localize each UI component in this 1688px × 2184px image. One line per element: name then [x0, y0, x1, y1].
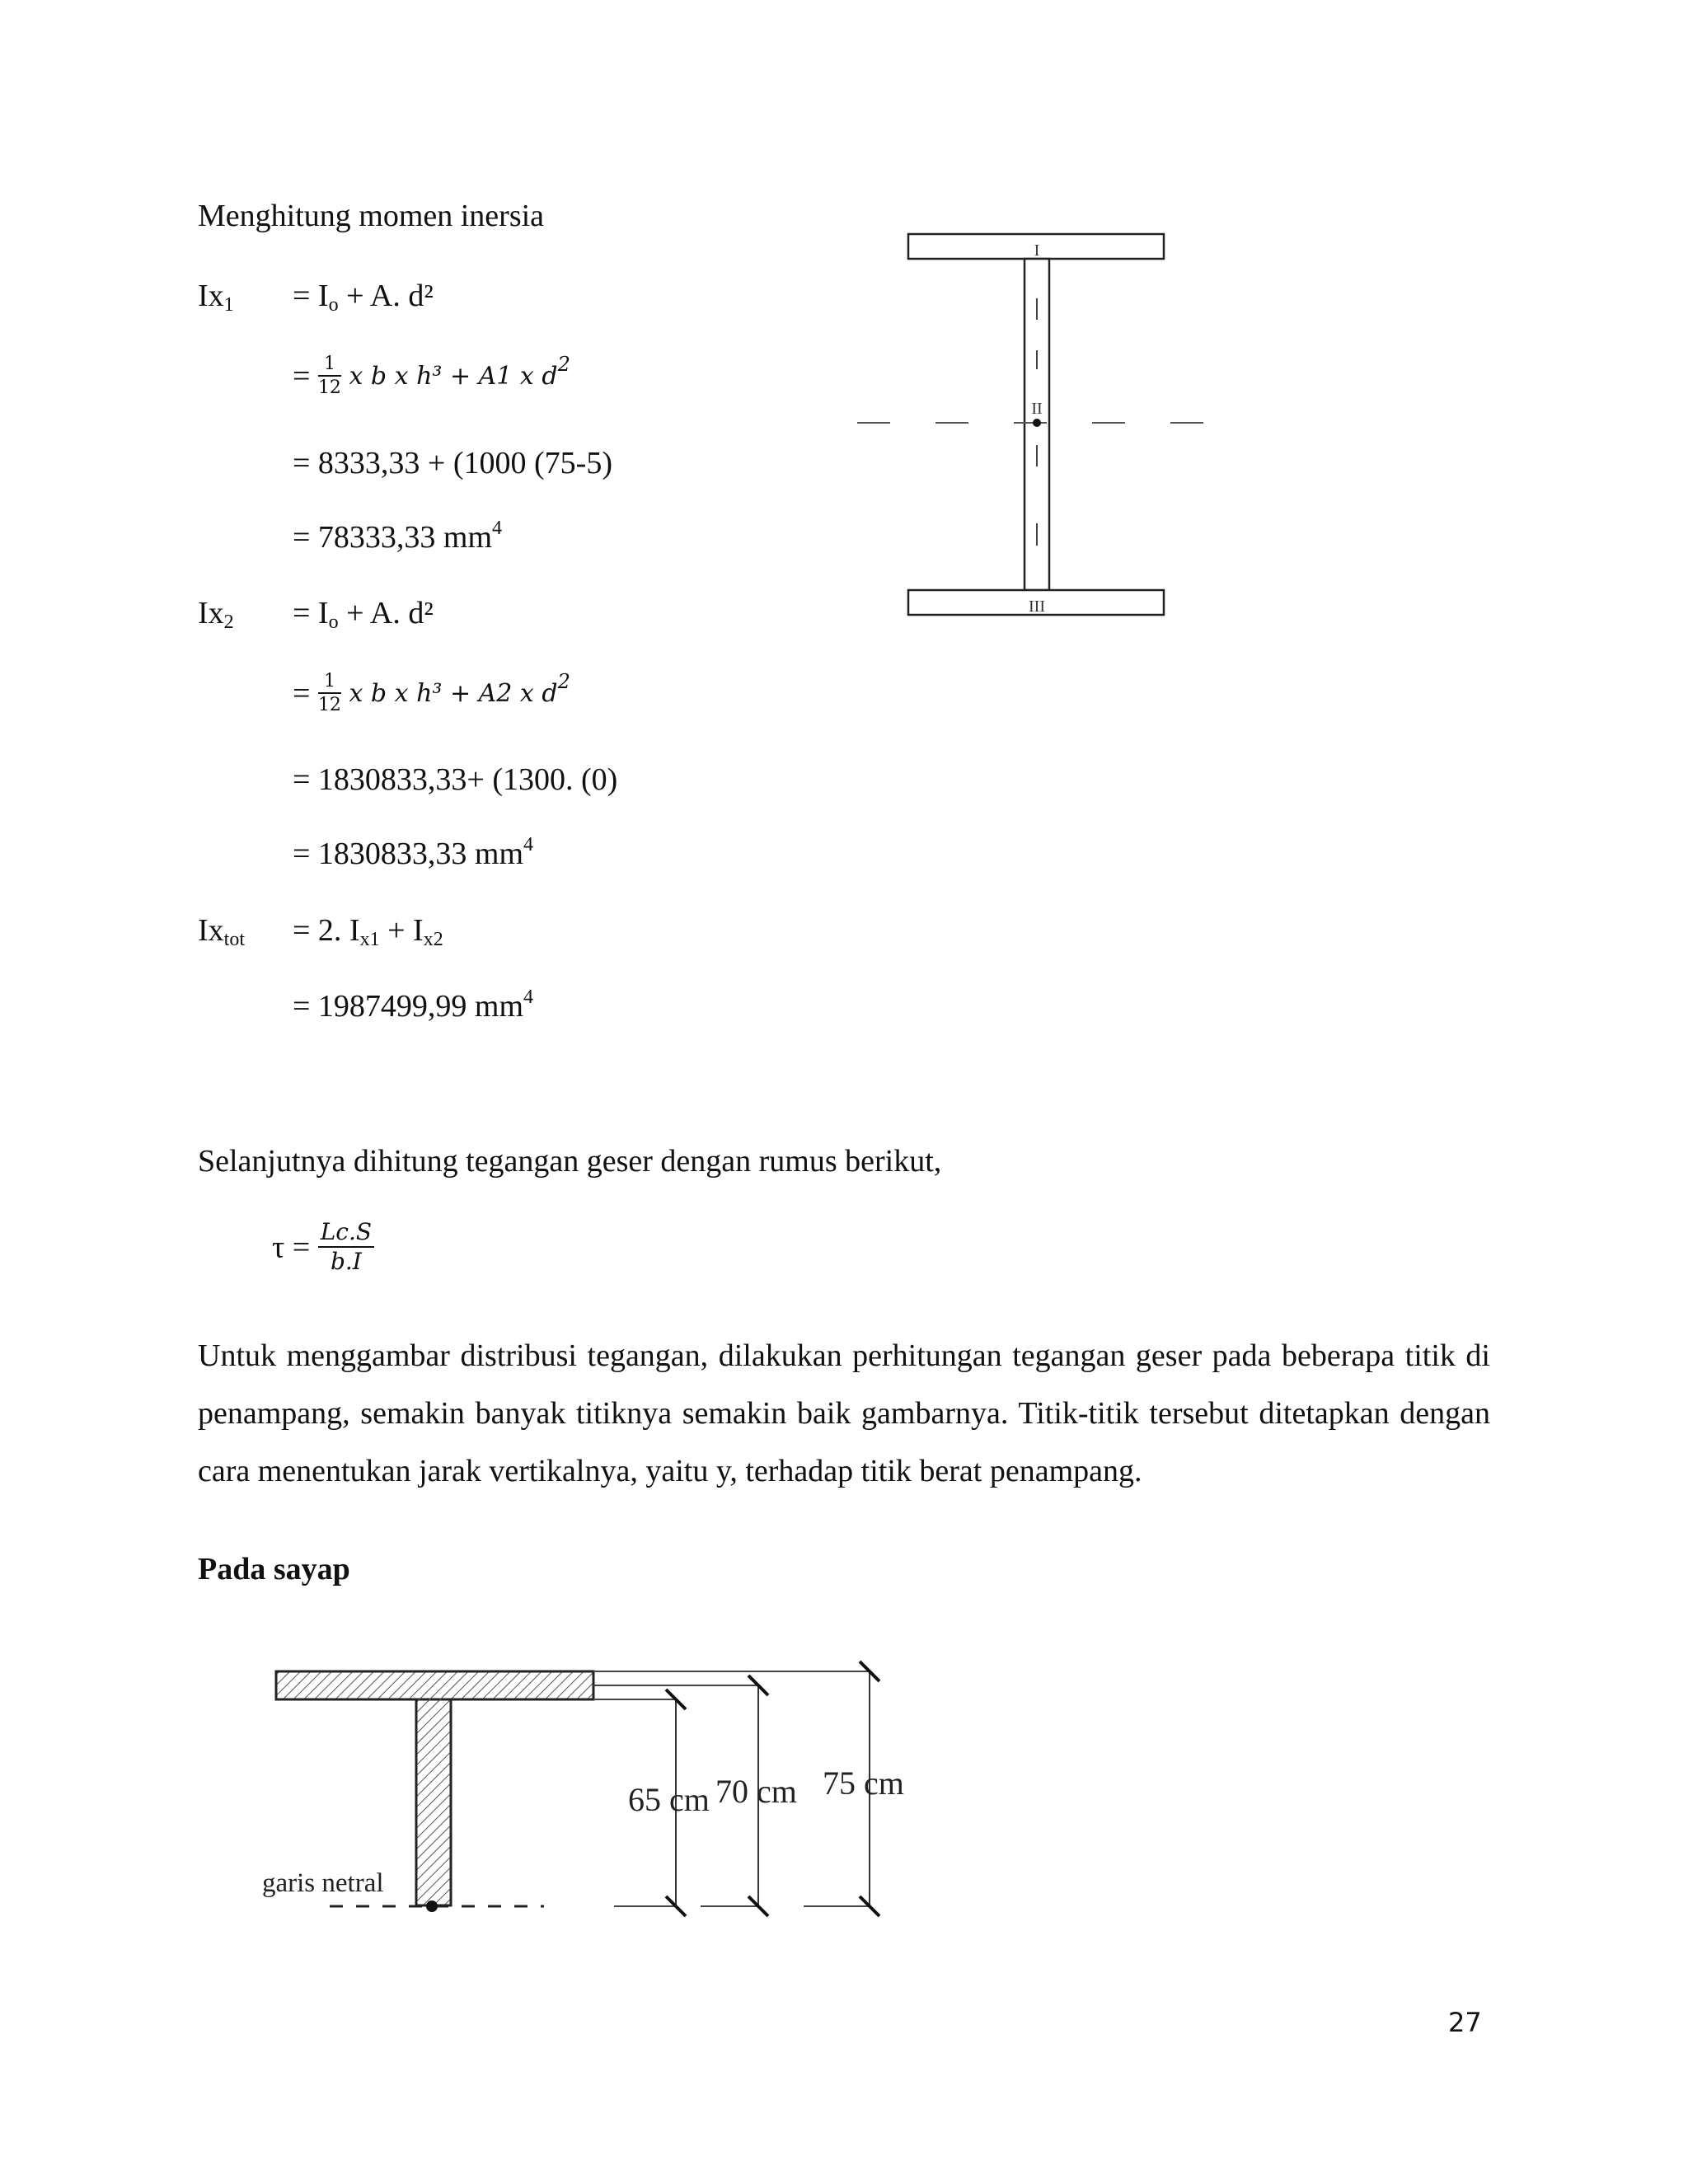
ixtot-line1-sub1: x1 — [359, 929, 380, 950]
ixtot-line2-exp: 4 — [523, 987, 534, 1008]
shear-formula — [272, 1220, 374, 1275]
ix2-line2-exp: 2 — [557, 669, 570, 693]
ixtot-line1-a: = 2. I — [293, 913, 360, 948]
ix1-line2-eq: = — [293, 359, 311, 394]
ix1-line4-exp: 4 — [492, 518, 503, 539]
shear-formula-numerator: Lc.S — [318, 1220, 374, 1248]
ix2-label-main: Ix — [198, 596, 224, 630]
t-dim-70-label: 70 cm — [715, 1773, 797, 1810]
ix2-line2 — [293, 669, 570, 716]
shear-formula-denominator: b.I — [330, 1247, 362, 1275]
ix2-fraction-numerator: 1 — [318, 672, 341, 694]
ix1-fraction — [318, 354, 341, 398]
ixtot-line2 — [293, 987, 534, 1024]
ix1-line4-value: = 78333,33 mm — [293, 520, 493, 555]
section-title: Menghitung momen inersia — [198, 199, 545, 233]
i-section-label-top: I — [1034, 241, 1040, 260]
i-section-label-mid: II — [1031, 400, 1043, 418]
ixtot-line1 — [293, 913, 443, 950]
shear-intro: Selanjutnya dihitung tegangan geser dengan rumus berikut, — [198, 1144, 942, 1179]
ix1-line1 — [293, 279, 434, 316]
t-dim-65-label: 65 cm — [628, 1781, 710, 1818]
t-section-neutral-axis-label: garis netral — [262, 1868, 384, 1898]
t-dim-75-label: 75 cm — [823, 1765, 904, 1802]
ix2-line4 — [293, 834, 534, 871]
t-section-diagram — [247, 1640, 923, 1945]
distribution-paragraph: Untuk menggambar distribusi tegangan, dilakukan perhitungan tegangan geser pada beberapa titik di penampang, semakin banyak titiknya semakin baik gambarnya. Titik-titik tersebut ditetapkan dengan cara menentukan jarak vertikalnya, yaitu y, terhadap titik berat penampang. — [198, 1338, 1490, 1488]
ix1-line4 — [293, 518, 503, 555]
ixtot-label-sub: tot — [223, 929, 245, 950]
t-section-flange — [276, 1671, 593, 1699]
page-number: 27 — [1448, 2007, 1482, 2038]
ix1-line2-exp: 2 — [557, 352, 570, 376]
ix1-fraction-numerator: 1 — [318, 354, 341, 377]
ix1-fraction-denominator: 12 — [317, 377, 341, 399]
ixtot-line1-b: + I — [379, 913, 424, 948]
flange-heading: Pada sayap — [198, 1552, 350, 1586]
ix2-line1-pre: = I — [293, 596, 329, 630]
ix2-fraction-denominator: 12 — [317, 695, 341, 716]
ix1-line2-expr: x b x h³ + A1 x $d^2$ — [349, 352, 570, 391]
ix2-line1-sub: o — [328, 612, 339, 633]
ix1-line2 — [293, 354, 570, 398]
ix1-line1-post: + A. d² — [338, 279, 434, 313]
ix1-line1-pre: = I — [293, 279, 329, 313]
shear-formula-symbol: τ = — [272, 1230, 311, 1265]
i-section-label-bottom: III — [1029, 598, 1045, 616]
ix1-line1-sub: o — [328, 294, 339, 316]
ix2-line4-value: = 1830833,33 mm — [293, 837, 524, 871]
ix2-label-sub: 2 — [223, 612, 234, 633]
ixtot-line1-sub2: x2 — [423, 929, 443, 950]
ix2-line1-post: + A. d² — [338, 596, 434, 630]
ix2-line1 — [293, 596, 434, 633]
ixtot-label-main: Ix — [198, 913, 224, 948]
ix1-label-sub: 1 — [223, 294, 234, 316]
ix2-line3: = 1830833,33+ (1300. (0) — [293, 762, 618, 797]
i-section-diagram — [857, 223, 1220, 635]
t-section-web — [416, 1699, 451, 1905]
ix1-line3: = 8333,33 + (1000 (75-5) — [293, 446, 612, 480]
i-section-centroid-dot — [1033, 419, 1041, 427]
ix2-line4-exp: 4 — [523, 834, 534, 855]
ix1-label-main: Ix — [198, 279, 224, 313]
ixtot-line2-value: = 1987499,99 mm — [293, 989, 524, 1024]
ix1-label — [198, 279, 234, 316]
ix2-fraction — [318, 672, 341, 715]
ix2-label — [198, 596, 234, 633]
ix2-line2-eq: = — [293, 676, 311, 711]
t-section-centroid-dot — [426, 1900, 438, 1912]
ixtot-label — [198, 913, 245, 950]
ix2-line2-expr: x b x h³ + A2 x $d^2$ — [349, 669, 570, 708]
shear-formula-fraction — [318, 1220, 374, 1275]
